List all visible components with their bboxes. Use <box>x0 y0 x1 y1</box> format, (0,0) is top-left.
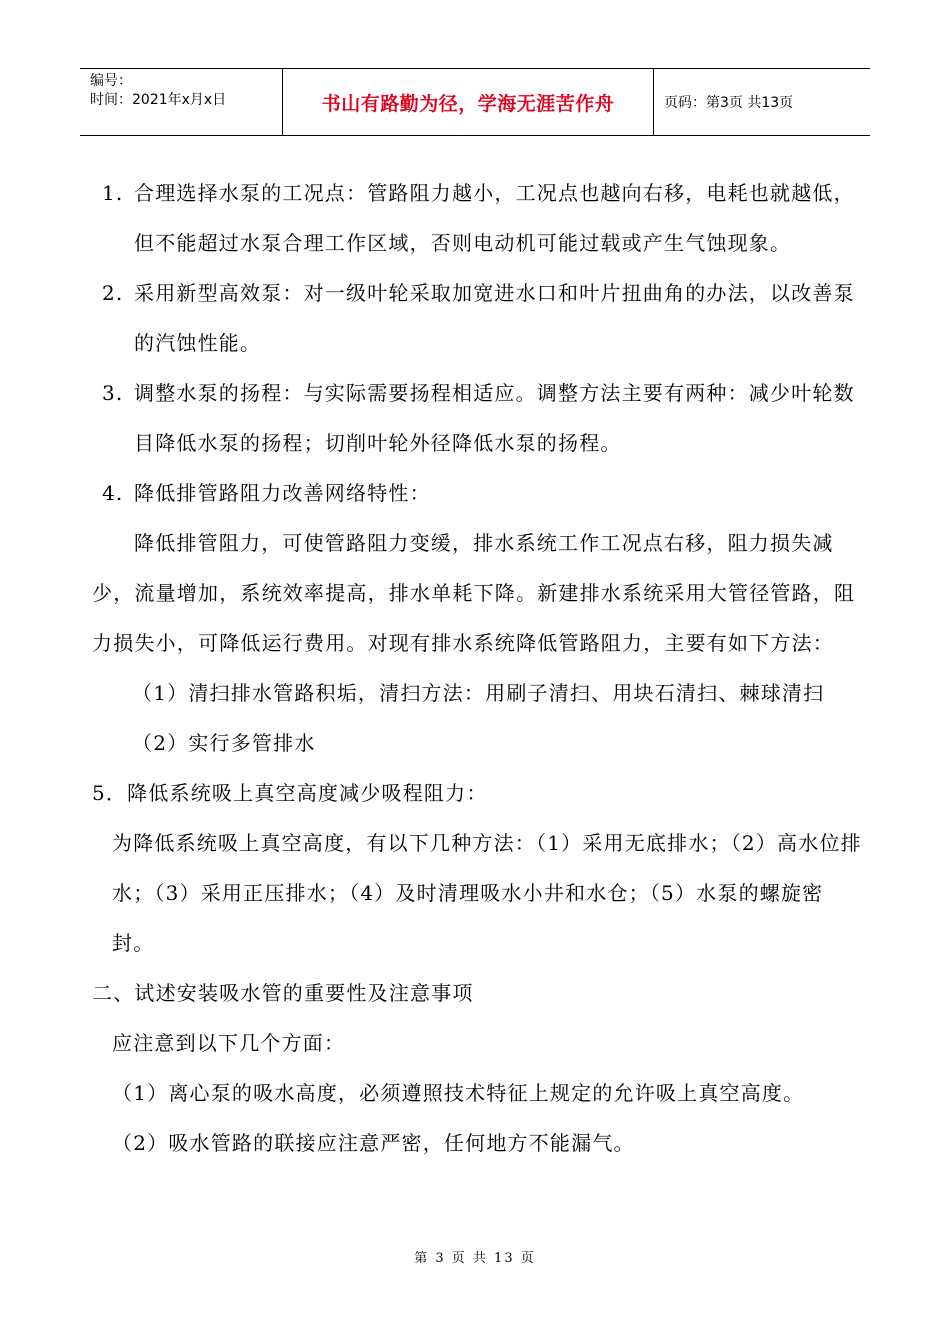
header-meta-cell <box>80 69 283 135</box>
header-page-cell <box>654 69 870 135</box>
list-item-3 <box>92 368 862 468</box>
list-number: 4. <box>102 481 124 505</box>
paragraph-5: 为降低系统吸上真空高度，有以下几种方法：（1）采用无底排水；（2）高水位排水；（3）采用正压排水；（4）及时清理吸水小井和水仓；（5）水泵的螺旋密封。 <box>112 831 862 955</box>
section-2-title: 二、试述安装吸水管的重要性及注意事项 <box>92 981 474 1005</box>
serial-label: 编号： <box>90 73 132 89</box>
list-text: 降低排管路阻力改善网络特性： <box>134 481 431 505</box>
paragraph-4: 降低排管阻力，可使管路阻力变缓，排水系统工作工况点右移，阻力损失减少，流量增加，系统效率提高，排水单耗下降。新建排水系统采用大管径管路，阻力损失小，可降低运行费用。对现有排水系统降低管路阻力，主要有如下方法： <box>92 531 856 655</box>
list-text: 调整水泵的扬程：与实际需要扬程相适应。调整方法主要有两种：减少叶轮数目降低水泵的扬程；切削叶轮外径降低水泵的扬程。 <box>134 381 855 455</box>
list-item-2 <box>92 268 862 368</box>
list-text: 合理选择水泵的工况点：管路阻力越小，工况点也越向右移，电耗也就越低，但不能超过水泵合理工作区域，否则电动机可能过载或产生气蚀现象。 <box>134 181 855 255</box>
list-number: 3. <box>102 381 124 405</box>
section-2-point-2: （2）吸水管路的联接应注意严密，任何地方不能漏气。 <box>112 1131 635 1155</box>
page-footer: 第 3 页 共 13 页 <box>414 1251 536 1266</box>
header-motto-cell <box>283 69 654 135</box>
section-2-point-1: （1）离心泵的吸水高度，必须遵照技术特征上规定的允许吸上真空高度。 <box>112 1081 805 1105</box>
sub-item-4-1: （1）清扫排水管路积垢，清扫方法：用刷子清扫、用块石清扫、棘球清扫 <box>132 681 825 705</box>
sub-item-4-2: （2）实行多管排水 <box>132 731 316 755</box>
list-item-4 <box>92 468 862 518</box>
list-text: 采用新型高效泵：对一级叶轮采取加宽进水口和叶片扭曲角的办法，以改善泵的汽蚀性能。 <box>134 281 855 355</box>
motto-text: 书山有路勤为径，学海无涯苦作舟 <box>321 92 615 115</box>
list-number: 2. <box>102 281 124 305</box>
date-label: 时间：2021年x月x日 <box>90 92 227 108</box>
list-item-1 <box>92 168 862 268</box>
section-2-intro: 应注意到以下几个方面： <box>112 1031 346 1055</box>
heading-5: 5．降低系统吸上真空高度减少吸程阻力： <box>92 781 488 805</box>
page-info: 页码：第3页 共13页 <box>664 95 794 111</box>
document-body <box>92 168 862 1168</box>
page-header <box>80 68 870 136</box>
list-number: 1. <box>102 181 124 205</box>
